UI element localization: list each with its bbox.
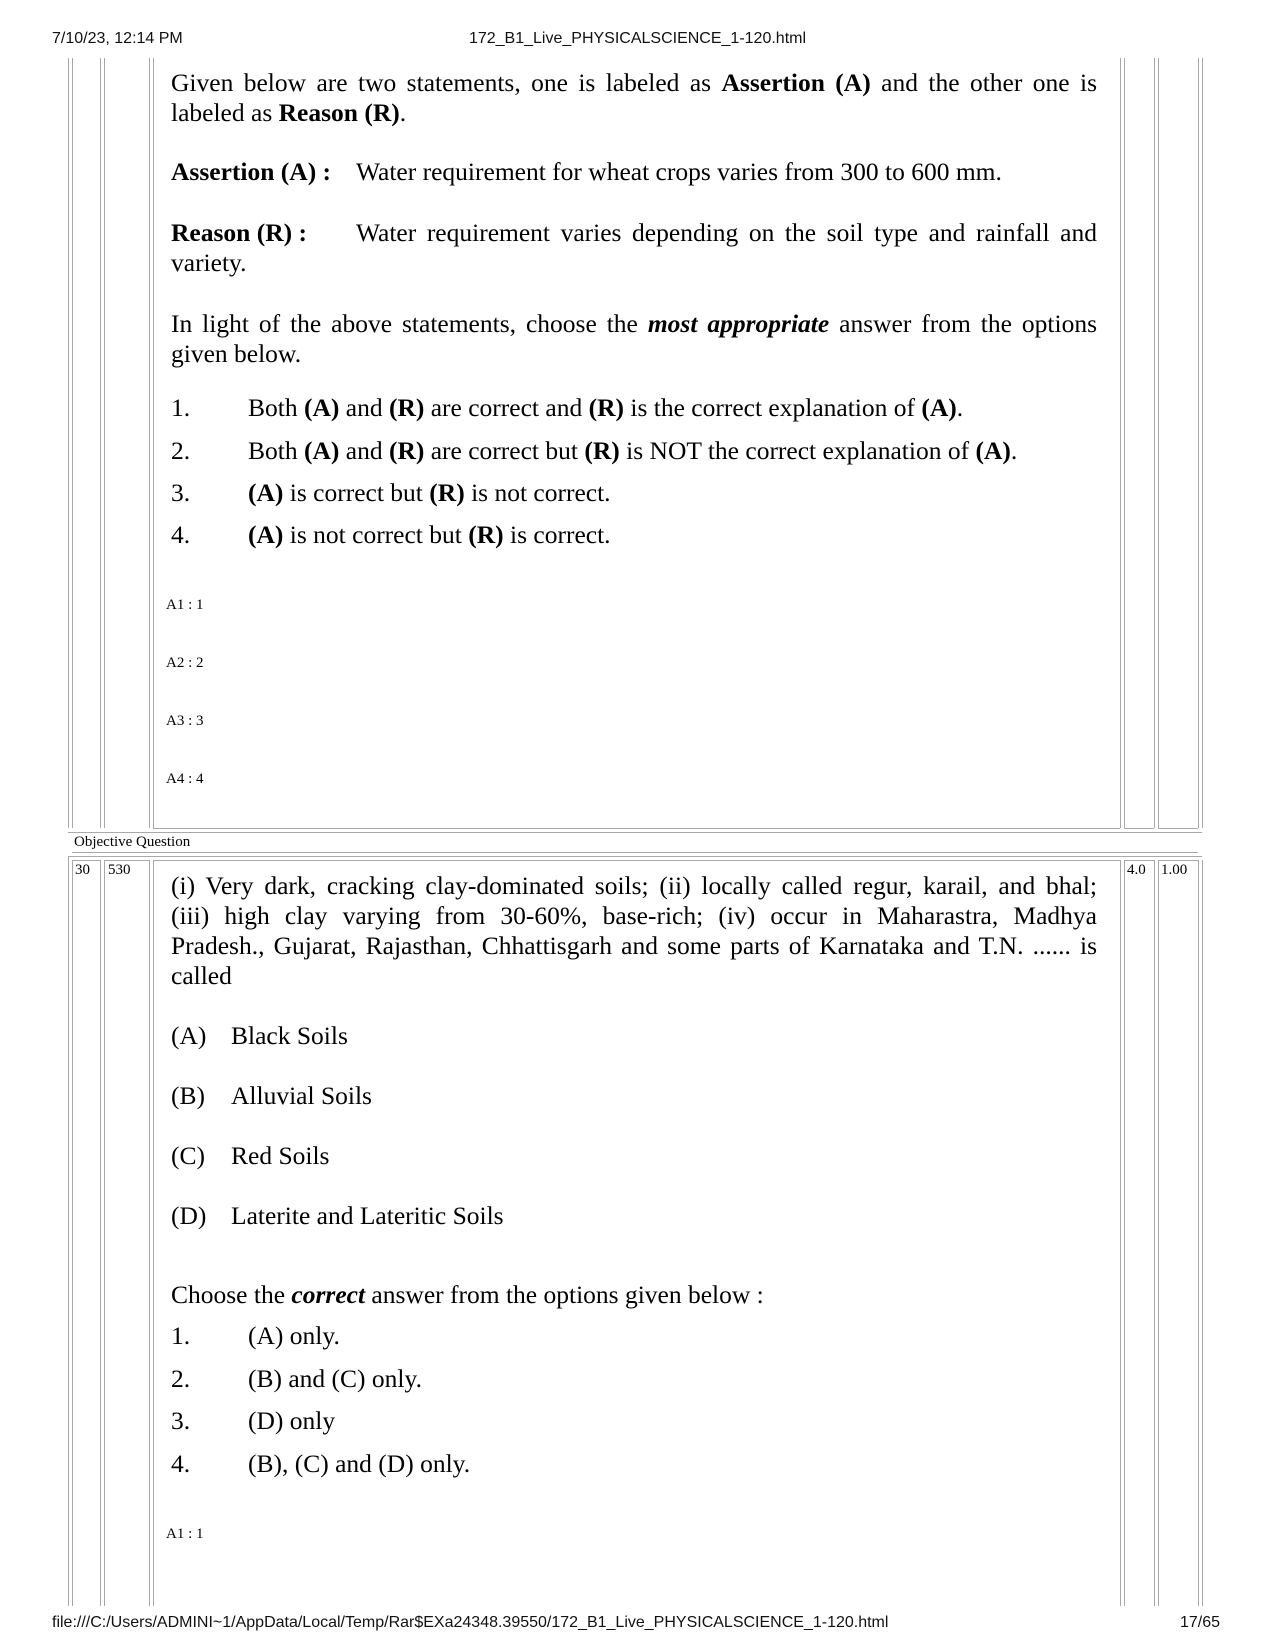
section-label: Objective Question [74,834,191,850]
q2-choice-label: (D) [171,1201,207,1230]
q2-choice-label: (B) [171,1081,205,1110]
q1-option-number: 2. [171,436,191,465]
q2-option-number: 2. [171,1364,191,1393]
q2-choice-text: Alluvial Soils [231,1081,372,1110]
q2-stem-line: (i) Very dark, cracking clay-dominated soils; (ii) locally called regur, karail, and bhal; [171,871,1097,900]
q1-reason-continued: variety. [171,248,247,277]
answer-key-item: A2 : 2 [166,655,204,671]
q2-stem-line: (iii) high clay varying from 30-60%, base-rich; (iv) occur in Maharastra, Madhya [171,901,1097,930]
q2-option-number: 1. [171,1321,191,1350]
question-marks: 4.0 [1127,862,1146,878]
q2-choice-text: Black Soils [231,1021,348,1050]
q1-assertion-label: Assertion (A) : [171,157,332,186]
q1-reason-text: Water requirement varies depending on the soil type and rainfall and [356,218,1097,247]
q2-option-text: (A) only. [248,1321,340,1350]
q2-option-number: 4. [171,1449,191,1478]
answer-key-item: A3 : 3 [166,713,204,729]
q2-option-text: (B) and (C) only. [248,1364,422,1393]
print-page-number: 17/65 [1180,1614,1221,1631]
q1-option-number: 3. [171,478,191,507]
q1-option-number: 4. [171,520,191,549]
q2-option-number: 3. [171,1406,191,1435]
q1-option-text: Both (A) and (R) are correct and (R) is the correct explanation of (A). [248,393,964,422]
q1-instruction: In light of the above statements, choose the most appropriate answer from the options given below. [171,309,1097,368]
print-page-title: 172_B1_Live_PHYSICALSCIENCE_1-120.html [468,30,807,47]
answer-key-item: A1 : 1 [166,1526,204,1542]
q2-instruction: Choose the correct answer from the options given below : [171,1280,764,1309]
question-id: 530 [108,862,131,878]
q2-stem-line: Pradesh., Gujarat, Rajasthan, Chhattisgarh and some parts of Karnataka and T.N. ...... is [171,931,1097,960]
answer-key-item: A4 : 4 [166,771,204,787]
question-negative-marks: 1.00 [1161,862,1188,878]
q2-option-text: (B), (C) and (D) only. [248,1449,471,1478]
answer-key-item: A1 : 1 [166,597,204,613]
print-file-url: file:///C:/Users/ADMINI~1/AppData/Local/Temp/Rar$EXa24348.39550/172_B1_Live_PHYSICALSCIENCE_1-120.html [52,1614,889,1631]
q1-option-number: 1. [171,393,191,422]
q2-choice-text: Red Soils [231,1141,330,1170]
print-datetime: 7/10/23, 12:14 PM [52,30,183,47]
q1-option-text: (A) is correct but (R) is not correct. [248,478,611,507]
q2-choice-label: (C) [171,1141,205,1170]
q2-choice-text: Laterite and Lateritic Soils [231,1201,504,1230]
question-serial: 30 [75,862,90,878]
q2-option-text: (D) only [248,1406,336,1435]
q2-stem-line: called [171,961,232,990]
q1-reason-label: Reason (R) : [171,218,307,247]
q2-choice-label: (A) [171,1021,207,1050]
q1-option-text: (A) is not correct but (R) is correct. [248,520,611,549]
q1-assertion-text: Water requirement for wheat crops varies from 300 to 600 mm. [356,157,1002,186]
q1-option-text: Both (A) and (R) are correct but (R) is NOT the correct explanation of (A). [248,436,1018,465]
q1-intro: Given below are two statements, one is labeled as Assertion (A) and the other one is labeled as Reason (R). [171,68,1097,127]
